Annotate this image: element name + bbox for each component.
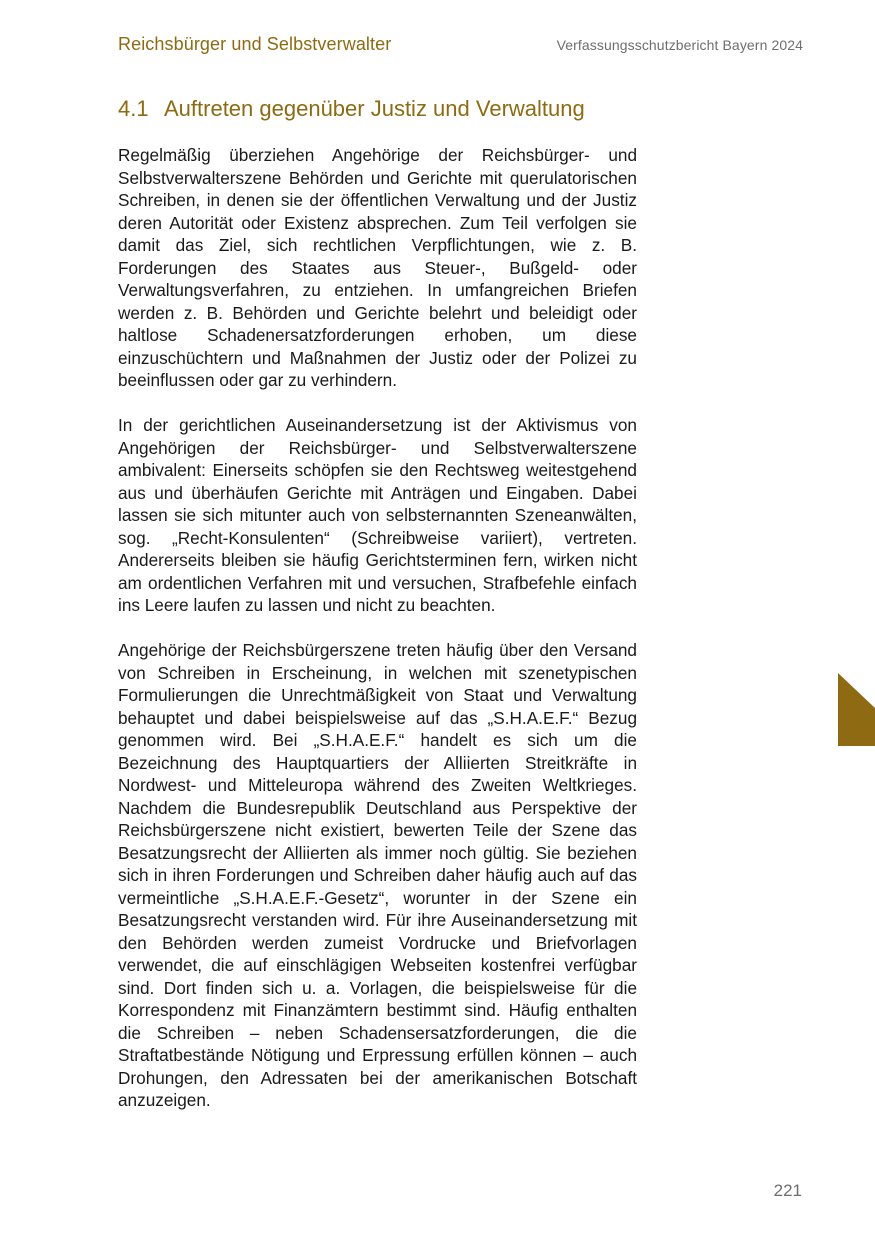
running-head-publication: Verfassungsschutzbericht Bayern 2024 [556,37,803,53]
page-number: 221 [773,1181,802,1200]
body-text [118,144,637,1134]
section-heading [118,96,585,122]
section-title: Auftreten gegenüber Justiz und Verwaltung [164,96,585,121]
thumb-tab-shape [838,673,875,746]
chapter-thumb-tab [838,673,875,746]
paragraph-1: Regelmäßig überziehen Angehörige der Reichsbürger- und Selbstverwalterszene Behörden und Gerichte mit querulatorischen Schreiben, in denen sie der öffentlichen Verwaltung und der Justiz deren Autorität oder Existenz absprechen. Zum Teil verfolgen sie damit das Ziel, sich rechtlichen Verpflichtungen, wie z. B. Forderungen des Staates aus Steuer-, Bußgeld- oder Verwaltungsverfahren, zu entziehen. In umfangreichen Briefen werden z. B. Behörden und Gerichte belehrt und beleidigt oder haltlose Schadenersatzforderungen erhoben, um diese einzuschüchtern und Maßnahmen der Justiz oder der Polizei zu beeinflussen oder gar zu verhindern. [118,145,637,390]
paragraph-2: In der gerichtlichen Auseinandersetzung ist der Aktivismus von Angehörigen der Reichsbürger- und Selbstverwalterszene ambivalent: Einerseits schöpfen sie den Rechtsweg weitestgehend aus und überhäufen Gerichte mit Anträgen und Eingaben. Dabei lassen sie sich mitunter auch von selbsternannten Szeneanwälten, sog. „Recht-Konsulenten“ (Schreibweise variiert), vertreten. Andererseits bleiben sie häufig Gerichtsterminen fern, wirken nicht am ordentlichen Verfahren mit und versuchen, Strafbefehle einfach ins Leere laufen zu lassen und nicht zu beachten. [118,415,637,615]
section-number: 4.1 [118,96,149,121]
paragraph-3: Angehörige der Reichsbürgerszene treten häufig über den Versand von Schreiben in Erscheinung, in welchen mit szenetypischen Formulierungen die Unrechtmäßigkeit von Staat und Verwaltung behauptet und dabei beispielsweise auf das „S.H.A.E.F.“ Bezug genommen wird. Bei „S.H.A.E.F.“ handelt es sich um die Bezeichnung des Hauptquartiers der Alliierten Streitkräfte in Nordwest- und Mitteleuropa während des Zweiten Weltkrieges. Nachdem die Bundesrepublik Deutschland aus Perspektive der Reichsbürgerszene nicht existiert, bewerten Teile der Szene das Besatzungsrecht der Alliierten als immer noch gültig. Sie beziehen sich in ihren Forderungen und Schreiben daher häufig auch auf das vermeintliche „S.H.A.E.F.-Gesetz“, worunter in der Szene ein Besatzungsrecht verstanden wird. Für ihre Auseinandersetzung mit den Behörden werden zumeist Vordrucke und Briefvorlagen verwendet, die auf einschlägigen Webseiten kostenfrei verfügbar sind. Dort finden sich u. a. Vorlagen, die beispielsweise für die Korrespondenz mit Finanzämtern bestimmt sind. Häufig enthalten die Schreiben – neben Schadensersatzforderungen, die die Straftatbestände Nötigung und Erpressung erfüllen können – auch Drohungen, den Adressaten bei der amerikanischen Botschaft anzuzeigen. [118,640,637,1110]
running-head-chapter: Reichsbürger und Selbstverwalter [118,34,392,54]
